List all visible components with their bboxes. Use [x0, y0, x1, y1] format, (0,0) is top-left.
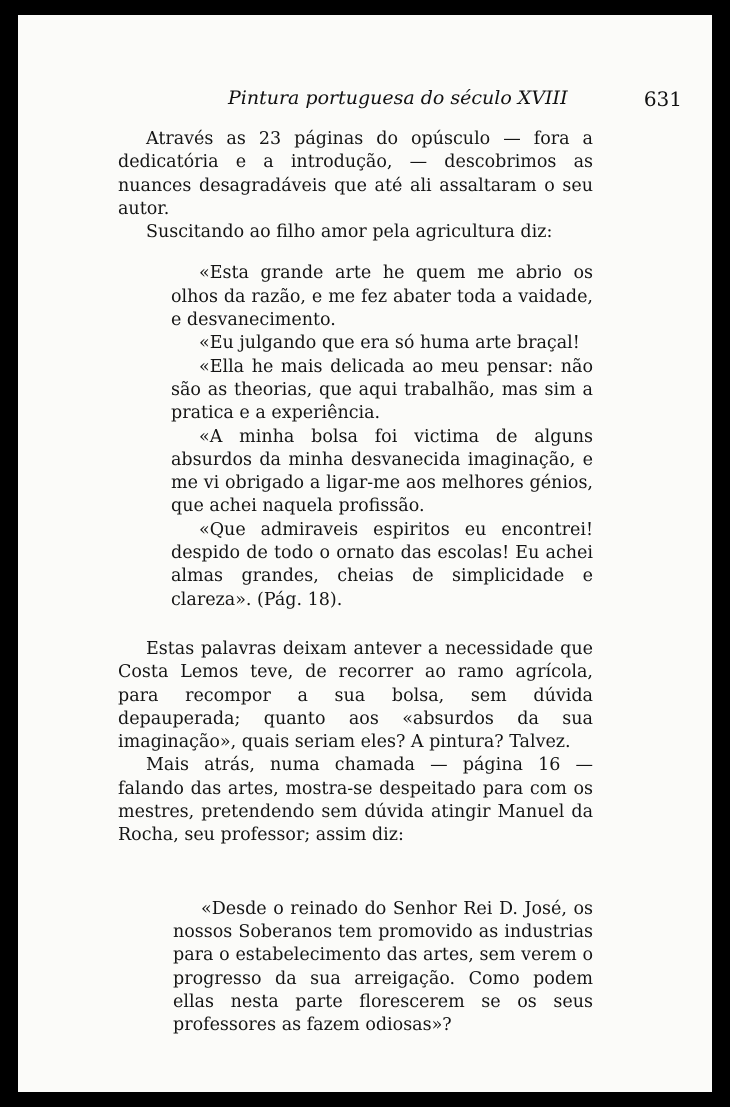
quote-paragraph: «Ella he mais delicada ao meu pensar: não são as theorias, que aqui trabalhão, mas sim a pratica e a experiência. [171, 356, 593, 424]
running-title: Pintura portuguesa do século XVIII [228, 87, 568, 109]
body-text [118, 128, 593, 1037]
quote-paragraph: «A minha bolsa foi victima de alguns absurdos da minha desvanecida imaginação, e me vi obrigado a ligar-me aos melhores génios, que achei naquela profissão. [171, 426, 593, 517]
paragraph: Mais atrás, numa chamada — página 16 — falando das artes, mostra-se despeitado para com os mestres, pretendendo sem dúvida atingir Manuel da Rocha, seu professor; assim diz: [118, 755, 593, 846]
quote-paragraph: «Esta grande arte he quem me abrio os olhos da razão, e me fez abater toda a vaidade, e desvanecimento. [171, 263, 593, 331]
quote-paragraph: «Que admiraveis espiritos eu encontrei! despido de todo o ornato das escolas! Eu achei almas grandes, cheias de simplicidade e clareza». (Pág. 18). [171, 519, 593, 610]
page-number: 631 [643, 87, 682, 111]
page-header [228, 87, 682, 117]
quote-paragraph: «Eu julgando que era só huma arte braçal! [199, 333, 580, 354]
quote-paragraph: «Desde o reinado do Senhor Rei D. José, os nossos Soberanos tem promovido as industrias para o estabelecimento das artes, sem verem o progresso da sua arreigação. Como podem ellas nesta parte florescerem se os seus professores as fazem odiosas»? [173, 898, 593, 1036]
paragraph: Através as 23 páginas do opúsculo — fora a dedicatória e a introdução, — descobrimos as nuances desagradáveis que até ali assaltaram o seu autor. [118, 129, 593, 219]
block-quote [171, 262, 593, 611]
block-quote [173, 898, 593, 1038]
book-page [18, 15, 712, 1092]
paragraph: Estas palavras deixam antever a necessidade que Costa Lemos teve, de recorrer ao ramo agrícola, para recompor a sua bolsa, sem dúvida depauperada; quanto aos «absurdos da sua imaginação», quais seriam eles? A pintura? Talvez. [118, 638, 593, 753]
paragraph: Suscitando ao filho amor pela agricultura diz: [146, 222, 553, 243]
